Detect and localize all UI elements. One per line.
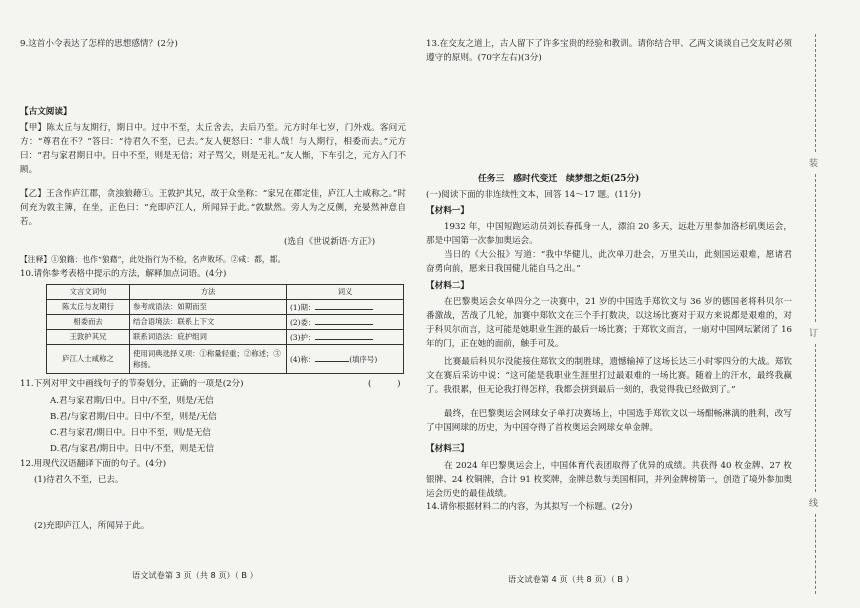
answer-blank[interactable] <box>315 315 373 325</box>
binding-dash <box>815 344 816 492</box>
table-cell-answer[interactable] <box>287 315 404 330</box>
question-12: 12.用现代汉语翻译下面的句子。(4分) <box>20 459 167 469</box>
question-11: 11.下列对甲文中画线句子的节奏划分，正确的一项是(2分) <box>20 379 244 389</box>
table-cell-phrase: 陈太丘与友期行 <box>47 300 130 315</box>
question-12-1: (1)待君久不至，已去。 <box>34 475 124 485</box>
binding-dash <box>815 174 816 322</box>
passage-a <box>20 122 406 178</box>
choice-c[interactable]: C.君与家君/期日中。日中不至，则/是无信 <box>50 428 211 438</box>
page-footer-right: 语文试卷第 4 页（共 8 页）（ B ） <box>508 574 634 584</box>
table-cell-method: 参考成语法：如期而至 <box>130 300 287 315</box>
section-title-classical: 【古文阅读】 <box>20 107 72 117</box>
page-footer-left: 语文试卷第 3 页（共 8 页）（ B ） <box>132 570 258 580</box>
answer-blank[interactable] <box>315 352 349 362</box>
answer-suffix: (填序号) <box>349 355 378 364</box>
table-row <box>47 315 404 330</box>
material-1-title: 【材料一】 <box>426 206 469 216</box>
answer-label: (1)期： <box>290 303 316 312</box>
table-row <box>47 330 404 345</box>
answer-label: (4)称： <box>290 355 316 364</box>
question-9: 9.这首小令表达了怎样的思想感情？(2分) <box>20 39 178 49</box>
task-three-title: 任务三 感时代变迁 续梦想之炬(25分) <box>478 174 640 184</box>
binding-char-ding: 订 <box>809 329 819 339</box>
passage-a-line-1: 【甲】陈太丘与友期行，期日中。过中不至，太丘舍去，去后乃至。元方时年七岁，门外戏。 <box>20 123 380 133</box>
question-13: 13.在交友之道上，古人留下了许多宝贵的经验和教训。请你结合甲、乙两文谈谈自己交友时必须遵守的原则。(70字左右)(3分) <box>426 39 793 63</box>
answer-blank[interactable] <box>315 300 373 310</box>
binding-char-xian: 线 <box>809 499 819 509</box>
word-method-table <box>46 284 404 374</box>
material-2-para-3: 最终，在巴黎奥运会网球女子单打决赛场上，中国选手郑钦文以一场酣畅淋漓的胜利，改写了中国网球的历史，为中国夺得了首枚奥运会网球女单金牌。 <box>426 409 792 433</box>
table-cell-phrase: 相委而去 <box>47 315 130 330</box>
reading-intro: (一)阅读下面的非连续性文本，回答 14～17 题。(11分) <box>426 190 641 200</box>
table-header: 词义 <box>287 285 404 300</box>
binding-dash <box>815 34 816 152</box>
passage-b: 【乙】王含作庐江郡，贪浊狼藉①。王敦护其兄，故于众坐称：“家兄在郡定佳，庐江人士咸称之。”时何充为敦主簿，在坐，正色曰：“充即庐江人，所闻异于此。”敦默然。旁人为之反侧，充晏然神意自若。 <box>20 189 406 227</box>
choice-b[interactable]: B.君/与家君期/日中。日中/不至，则是/无信 <box>50 412 217 422</box>
material-1-para-1: 1932 年，中国短跑运动员刘长春孤身一人，漂泊 20 多天，远赴万里参加洛杉矶奥运会，那是中国第一次参加奥运会。 <box>426 222 792 246</box>
choice-a[interactable]: A.君与家君期/日中。日中/不至，则是/无信 <box>50 396 214 406</box>
table-header: 文言文词句 <box>47 285 130 300</box>
table-header: 方法 <box>130 285 287 300</box>
choice-d[interactable]: D.君/与家君/期日中。日中/不至，则是无信 <box>50 444 215 454</box>
binding-margin <box>806 34 826 594</box>
question-10: 10.请你参考表格中提示的方法，解释加点词语。(4分) <box>20 269 227 279</box>
material-2-title: 【材料二】 <box>426 281 469 291</box>
passage-note: 【注释】①狼籍：也作“狼藉”，此处指行为不检，名声败坏。②咸：都，都。 <box>20 255 286 264</box>
binding-char-zhuang: 装 <box>809 159 819 169</box>
binding-dash <box>815 514 816 594</box>
answer-blank[interactable] <box>315 330 373 340</box>
table-header-row <box>47 285 404 300</box>
question-12-2: (2)充即庐江人，所闻异于此。 <box>34 521 150 531</box>
table-cell-method: 使用词典选择义项：①称量轻重；②称述；③称扬。 <box>130 345 287 374</box>
passage-a-line-2: 客问元方：“尊君在不？”答曰：“待君久不至，已去。”友人便怒曰：“非人哉！与人期行，相委而去。”元方曰：“君与家君期日中。日中不至，则是无信；对子骂父，则是无礼。”友人惭，下车引之，元方入门不顾。 <box>20 123 406 175</box>
answer-label: (3)护： <box>290 333 316 342</box>
table-cell-answer[interactable] <box>287 345 404 374</box>
table-row <box>47 300 404 315</box>
passage-source: (选自《世说新语·方正》) <box>284 237 376 247</box>
question-14: 14.请你根据材料二的内容，为其拟写一个标题。(2分) <box>426 502 633 512</box>
table-cell-phrase: 王敦护其兄 <box>47 330 130 345</box>
material-2-para-2: 比赛最后科贝尔没能接住郑钦文的制胜球，遗憾输掉了这场长达三小时零四分的大战。郑钦文在赛后采访中说：“这可能是我职业生涯里打过最艰难的一场比赛。随着上的汗水，最终我赢了。我很累，但无论我打得怎样，我都会拼到最后一刻的，我觉得我已经做到了。” <box>426 357 792 395</box>
material-1-para-2: 当日的《大公报》写道：“我中华健儿，此次单刀赴会，万里关山，此刻国运艰难，愿诸君奋勇向前，愿来日我国健儿能自马之出。” <box>426 250 792 274</box>
table-cell-answer[interactable] <box>287 300 404 315</box>
table-cell-phrase: 庐江人士咸称之 <box>47 345 130 374</box>
material-3-title: 【材料三】 <box>426 444 469 454</box>
material-2-para-1: 在巴黎奥运会女单四分之一决赛中，21 岁的中国选手郑钦文与 36 岁的德国老将科贝尔一番激战，苦战了几轮，加赛中郑钦文在三个手打数决，以这场比赛对于双方来说都是艰难的，对于科贝尔而言，这可能是她职业生涯的最后一场比赛；于郑钦文而言，一扇对中国网坛紧闭了 16 年的门，正在她的面前，触手可及。 <box>426 297 793 349</box>
table-cell-answer[interactable] <box>287 330 404 345</box>
answer-label: (2)委： <box>290 318 316 327</box>
answer-paren[interactable]: ( ) <box>368 379 401 389</box>
material-3-para-1: 在 2024 年巴黎奥运会上，中国体育代表团取得了优异的成绩。共获得 40 枚金牌、27 枚银牌、24 枚铜牌，合计 91 枚奖牌，金牌总数与美国相同，并列金牌榜第一，创造了境外参加奥运会历史的最佳战绩。 <box>426 461 792 499</box>
table-cell-method: 结合语境法：联系上下文 <box>130 315 287 330</box>
table-cell-method: 联系词语法：庇护组词 <box>130 330 287 345</box>
table-row <box>47 345 404 374</box>
